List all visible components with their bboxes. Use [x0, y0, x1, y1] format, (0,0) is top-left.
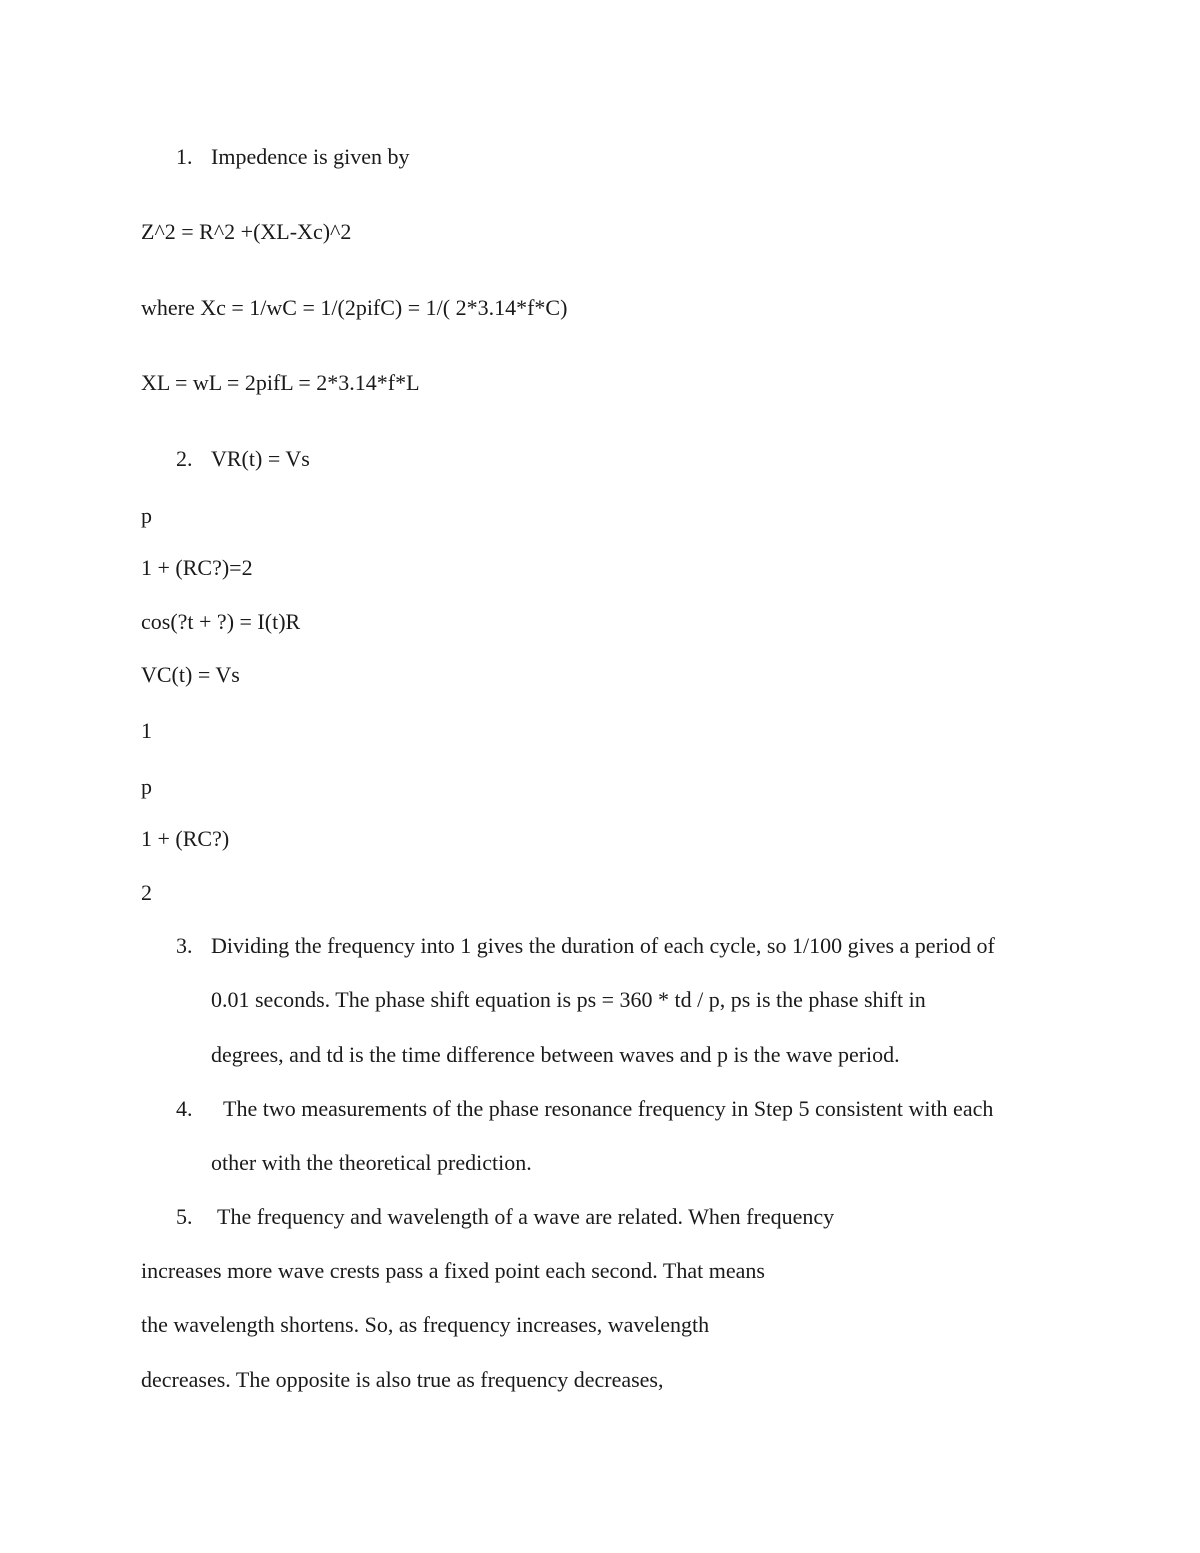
list-number: 4. — [176, 1096, 193, 1121]
equation-fragment: cos(?t + ?) = I(t)R — [141, 609, 301, 634]
list-item-5 — [176, 1203, 834, 1231]
list-item-text: The frequency and wavelength of a wave are related. When frequency — [217, 1204, 835, 1229]
list-item-text: Impedence is given by — [211, 144, 410, 169]
equation-impedance: Z^2 = R^2 +(XL-Xc)^2 — [141, 219, 352, 244]
list-number: 5. — [176, 1204, 193, 1229]
equation-xl: XL = wL = 2pifL = 2*3.14*f*L — [141, 370, 420, 395]
equation-fragment: 2 — [141, 880, 152, 905]
paragraph-line: the wavelength shortens. So, as frequency increases, wavelength — [141, 1312, 710, 1337]
list-number: 1. — [176, 144, 193, 169]
equation-fragment: p — [141, 503, 152, 528]
list-item-text: The two measurements of the phase resonance frequency in Step 5 consistent with each — [223, 1096, 994, 1121]
equation-xc: where Xc = 1/wC = 1/(2pifC) = 1/( 2*3.14*f*C) — [141, 295, 568, 320]
list-item-3 — [176, 932, 995, 960]
list-item-4 — [176, 1095, 993, 1123]
list-item-1 — [176, 143, 410, 171]
list-item-2 — [176, 445, 310, 473]
equation-fragment: 1 + (RC?) — [141, 826, 230, 851]
equation-fragment: p — [141, 774, 152, 799]
list-item-text: Dividing the frequency into 1 gives the duration of each cycle, so 1/100 gives a period of — [211, 933, 995, 958]
equation-fragment: 1 — [141, 718, 152, 743]
equation-fragment: VC(t) = Vs — [141, 662, 240, 687]
paragraph-line: decreases. The opposite is also true as frequency decreases, — [141, 1367, 664, 1392]
list-item-continuation: degrees, and td is the time difference between waves and p is the wave period. — [211, 1042, 900, 1067]
equation-fragment: 1 + (RC?)=2 — [141, 555, 253, 580]
list-item-continuation: 0.01 seconds. The phase shift equation is ps = 360 * td / p, ps is the phase shift in — [211, 987, 926, 1012]
list-item-continuation: other with the theoretical prediction. — [211, 1150, 532, 1175]
list-number: 3. — [176, 933, 193, 958]
list-item-text: VR(t) = Vs — [211, 446, 310, 471]
list-number: 2. — [176, 446, 193, 471]
paragraph-line: increases more wave crests pass a fixed point each second. That means — [141, 1258, 765, 1283]
